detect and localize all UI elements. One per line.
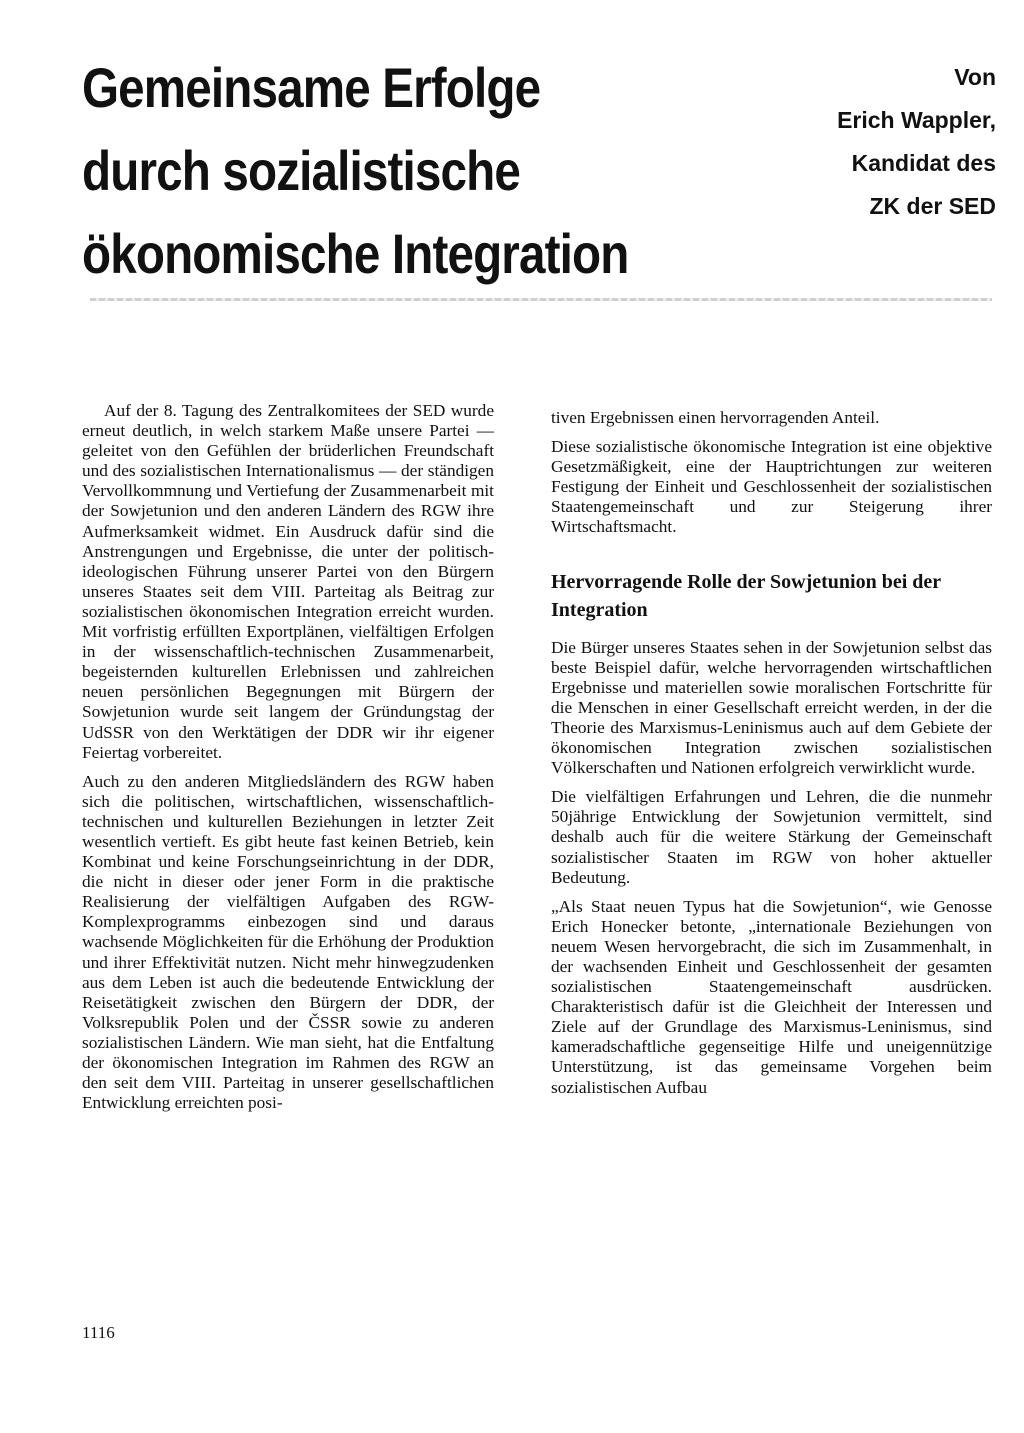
right-paragraph-2: Diese sozialistische ökonomische Integration ist eine objektive Gesetzmäßigkeit, eine der Hauptrichtungen zur weiteren Festigung der Einheit und Geschlossenheit der sozialistischen Staatengemeinschaft und zur Steigerung ihrer Wirtschaftsmacht. [551, 437, 992, 537]
right-paragraph-5: „Als Staat neuen Typus hat die Sowjetunion“, wie Genosse Erich Honecker betonte, „internationale Beziehungen von neuem Wesen hervorgebracht, die sich im Zusammenhalt, in der wachsenden Einheit und Geschlossenheit der gesamten sozialistischen Staatengemeinschaft ausdrücken. Charakteristisch dafür ist die Gleichheit der Interessen und Ziele auf der Grundlage des Marxismus-Leninismus, sind kameradschaftliche gegenseitige Hilfe und uneigennützige Unterstützung, ist das gemeinsame Vorgehen beim sozialistischen Aufbau [551, 896, 992, 1097]
byline-line-3: Kandidat des [851, 150, 996, 176]
page-number: 1116 [82, 1323, 115, 1342]
byline-line-4: ZK der SED [869, 193, 996, 219]
right-paragraph-3: Die Bürger unseres Staates sehen in der Sowjetunion selbst das beste Beispiel dafür, welche hervorragenden wirtschaftlichen Ergebnisse und materiellen sowie moralischen Fortschritte für die Menschen in einer Gesellschaft erreicht werden, in der die Theorie des Marxismus-Leninismus auch auf dem Gebiete der ökonomischen Integration zwischen sozialistischen Völkerschaften und Nationen erfolgreich verwirklicht wurde. [551, 637, 992, 778]
section-subheading: Hervorragende Rolle der Sowjetunion bei der Integration [551, 570, 941, 621]
left-column [82, 401, 494, 1113]
right-paragraph-1: tiven Ergebnissen einen hervorragenden Anteil. [551, 408, 880, 427]
left-paragraph-1: Auf der 8. Tagung des Zentralkomitees der SED wurde erneut deutlich, in welch starkem Maße unsere Partei — geleitet von den Gefühlen der brüderlichen Freundschaft und des sozialistischen Internationalismus — der ständigen Vervollkommnung und Vertiefung der Zusammenarbeit mit der Sowjetunion und den anderen Ländern des RGW ihre Aufmerksamkeit widmet. Ein Ausdruck dafür sind die Anstrengungen und Ergebnisse, die unter der politisch-ideologischen Führung unserer Partei von den Bürgern unseres Staates seit dem VIII. Parteitag als Beitrag zur sozialistischen ökonomischen Integration erreicht wurden. Mit vorfristig erfüllten Exportplänen, vielfältigen Erfolgen in der wissenschaftlich-technischen Zusammenarbeit, begeisternden kulturellen Erlebnissen und zahlreichen neuen persönlichen Begegnungen mit Bürgern der Sowjetunion wurde seit langem der Gründungstag der UdSSR von den Werktätigen der DDR wir ihr eigener Feiertag vorbereitet. [82, 401, 494, 762]
headline-line-1: Gemeinsame Erfolge [82, 56, 541, 119]
header-divider [90, 298, 992, 301]
right-paragraph-4: Die vielfältigen Erfahrungen und Lehren, die die nunmehr 50jährige Entwicklung der Sowjetunion vermittelt, sind deshalb auch für die weitere Stärkung der Gemeinschaft sozialistischer Staaten im RGW von hoher aktueller Bedeutung. [551, 787, 992, 887]
byline-line-2: Erich Wappler, [837, 107, 996, 133]
article-headline [82, 46, 694, 295]
left-paragraph-2: Auch zu den anderen Mitgliedsländern des RGW haben sich die politischen, wirtschaftlichen, wissenschaftlich-technischen und kulturellen Beziehungen in letzter Zeit wesentlich vertieft. Es gibt heute fast keinen Betrieb, kein Kombinat und keine Forschungseinrichtung in der DDR, die nicht in dieser oder jener Form in die praktische Realisierung der vielfältigen Aufgaben des RGW-Komplexprogramms einbezogen sind und daraus wachsende Möglichkeiten für die Erhöhung der Produktion und ihrer Effektivität nutzen. Nicht mehr hinwegzudenken aus dem Leben ist auch die bedeutende Entwicklung der Reisetätigkeit zwischen den Bürgern der DDR, der Volksrepublik Polen und der ČSSR sowie zu anderen sozialistischen Ländern. Wie man sieht, hat die Entfaltung der ökonomischen Integration im Rahmen des RGW an den seit dem VIII. Parteitag in unserer gesellschaftlichen Entwicklung erreichten posi- [82, 771, 494, 1113]
headline-line-3: ökonomische Integration [82, 222, 629, 285]
right-column [551, 408, 992, 1098]
author-byline [837, 56, 996, 228]
headline-line-2: durch sozialistische [82, 139, 520, 202]
byline-line-1: Von [954, 64, 996, 90]
